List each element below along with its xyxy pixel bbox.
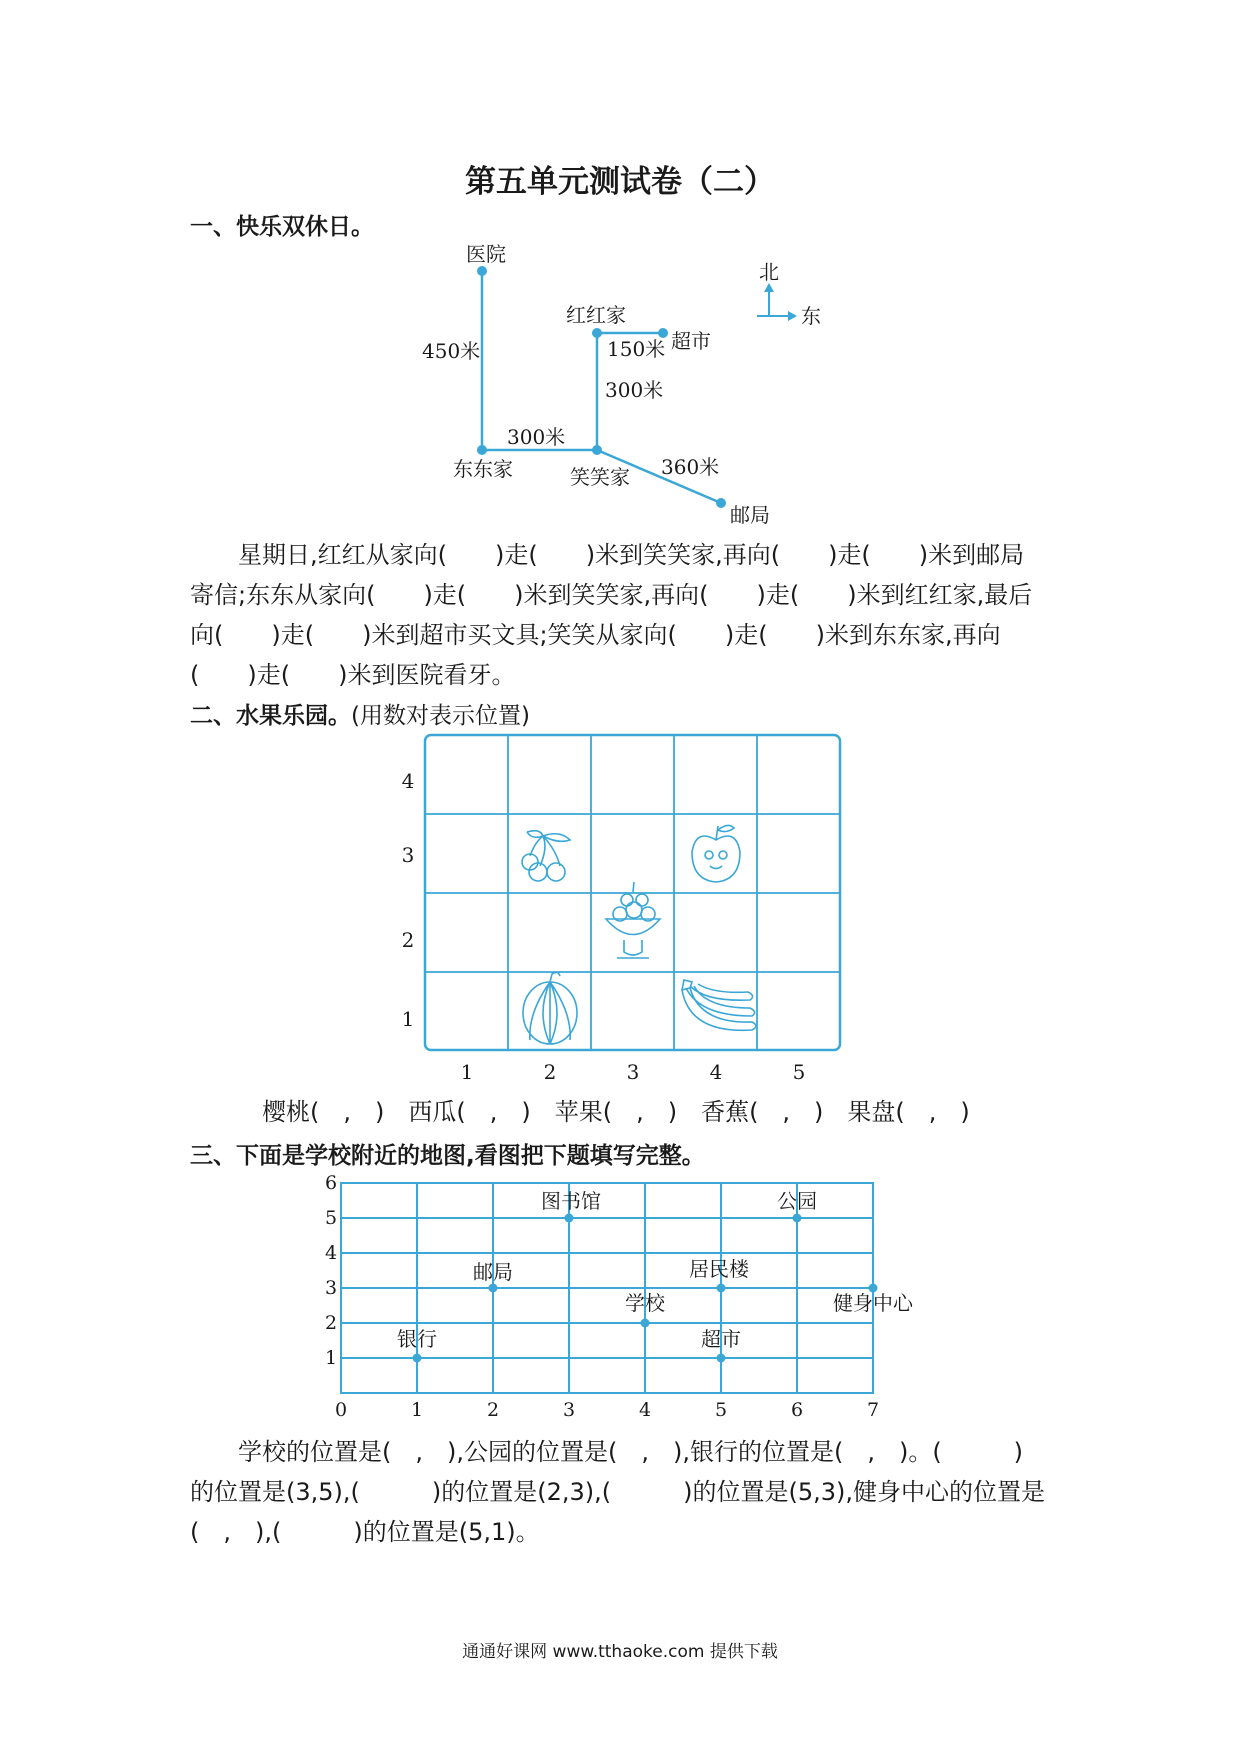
label-dongdong: 东东家 <box>453 457 513 481</box>
bank-dot <box>413 1354 422 1363</box>
fruit-x-label: 1 <box>460 1060 474 1084</box>
place-label-residential: 居民楼 <box>689 1257 749 1281</box>
section3-line: 的位置是(3,5),( )的位置是(2,3),( )的位置是(5,3),健身中心的位置是 <box>190 1478 1046 1506</box>
section1-line: 寄信;东东从家向( )走( )米到笑笑家,再向( )走( )米到红红家,最后 <box>190 581 1033 609</box>
section3-heading: 三、下面是学校附近的地图,看图把下题填写完整。 <box>190 1143 705 1169</box>
place-label-school: 学校 <box>625 1291 665 1315</box>
map-x-label: 5 <box>714 1399 728 1421</box>
fruit-y-label: 3 <box>401 843 415 867</box>
map-x-label: 6 <box>790 1399 804 1421</box>
place-label-bank: 银行 <box>397 1327 437 1351</box>
fruit-y-label: 1 <box>401 1007 415 1031</box>
fruit-x-label: 5 <box>792 1060 806 1084</box>
section1-line: 星期日,红红从家向( )走( )米到笑笑家,再向( )走( )米到邮局 <box>238 541 1025 569</box>
fruit-y-label: 2 <box>401 928 415 952</box>
page-title: 第五单元测试卷（二） <box>465 164 775 200</box>
section3-line: ( , ),( )的位置是(5,1)。 <box>190 1518 540 1546</box>
compass-east: 东 <box>801 304 821 328</box>
section2-answer: 樱桃( , ) 西瓜( , ) 苹果( , ) 香蕉( , ) 果盘( , ) <box>262 1098 970 1126</box>
place-label-supermarket: 超市 <box>701 1327 741 1351</box>
dist-300-vertical: 300米 <box>605 378 664 402</box>
section3-line: 学校的位置是( , ),公园的位置是( , ),银行的位置是( , )。( ) <box>238 1438 1024 1466</box>
dist-150: 150米 <box>607 337 666 361</box>
section1-heading: 一、快乐双休日。 <box>190 214 374 240</box>
map-x-label: 1 <box>410 1399 424 1421</box>
map-y-label: 1 <box>324 1347 338 1369</box>
section2-heading-note: (用数对表示位置) <box>351 703 530 729</box>
compass-north: 北 <box>759 260 779 284</box>
map-y-label: 4 <box>324 1242 338 1264</box>
park-dot <box>793 1214 802 1223</box>
label-honghong: 红红家 <box>566 303 626 327</box>
map-y-label: 3 <box>324 1277 338 1299</box>
residential-dot <box>717 1284 726 1293</box>
fruit-x-label: 4 <box>709 1060 723 1084</box>
section1-line: 向( )走( )米到超市买文具;笑笑从家向( )走( )米到东东家,再向 <box>190 621 1001 649</box>
label-supermarket: 超市 <box>671 329 711 353</box>
fruit-y-label: 4 <box>401 769 415 793</box>
footer-credit: 通通好课网 www.tthaoke.com 提供下载 <box>462 1642 778 1662</box>
map-y-label: 2 <box>324 1312 338 1334</box>
map-y-label: 6 <box>324 1172 338 1194</box>
place-label-fitness: 健身中心 <box>833 1291 913 1315</box>
map-x-label: 0 <box>334 1399 348 1421</box>
fruit-x-label: 2 <box>543 1060 557 1084</box>
supermarket-dot <box>717 1354 726 1363</box>
map-x-label: 2 <box>486 1399 500 1421</box>
dist-360: 360米 <box>661 455 720 479</box>
section3-text <box>190 1432 1070 1552</box>
map-x-label: 7 <box>866 1399 880 1421</box>
map-y-label: 5 <box>324 1207 338 1229</box>
label-xiaoxiao: 笑笑家 <box>570 465 630 489</box>
map-x-label: 3 <box>562 1399 576 1421</box>
place-label-library: 图书馆 <box>541 1189 601 1213</box>
section1-line: ( )走( )米到医院看牙。 <box>190 661 516 689</box>
section2-heading-bold: 二、水果乐园。 <box>190 703 351 729</box>
dist-300-horizontal: 300米 <box>507 425 566 449</box>
fruit-x-label: 3 <box>626 1060 640 1084</box>
place-label-park: 公园 <box>777 1189 817 1213</box>
label-hospital: 医院 <box>466 242 506 266</box>
map-x-label: 4 <box>638 1399 652 1421</box>
dist-450: 450米 <box>422 339 481 363</box>
school-dot <box>641 1319 650 1328</box>
place-label-post-office: 邮局 <box>473 1260 513 1284</box>
post-office-dot <box>489 1284 498 1293</box>
library-dot <box>565 1214 574 1223</box>
label-post: 邮局 <box>730 503 770 527</box>
